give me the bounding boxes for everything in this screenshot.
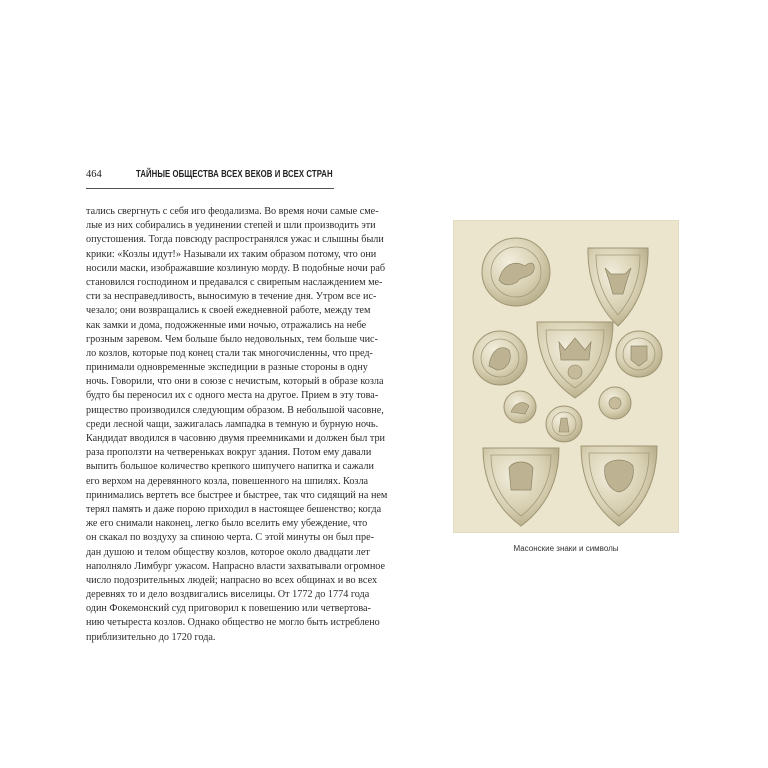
text-line: один Фокемонский суд приговорил к повешению или четвертова-	[86, 603, 371, 615]
text-line: его верхом на деревянного козла, повешенного на шпилях. Козла	[86, 475, 369, 487]
text-line: становился господином и предавался с свирепым наслаждением ме-	[86, 276, 383, 288]
text-line: тались свергнуть с себя иго феодализма. Во время ночи самые сме-	[86, 206, 379, 217]
text-line: принимали одновременные экспедиции в разные стороны в одну	[86, 362, 368, 374]
lion-shield-seal	[581, 446, 657, 526]
text-line: дан душою и телом обществу козлов, которое около двадцати лет	[86, 546, 370, 558]
text-line: раза проползти на четвереньках вокруг здания. Потом ему давали	[86, 447, 372, 459]
seals-plate	[453, 220, 679, 533]
sun-seal	[599, 387, 631, 419]
text-line: ночь. Говорили, что они в союзе с нечистым, который в образе козла	[86, 376, 384, 388]
text-line: он скакал по воздуху за спиною черта. С этой минуты он был пре-	[86, 532, 374, 544]
text-line: рищество производился следующим образом. В небольшой часовне,	[86, 404, 384, 416]
crown-shield-seal	[537, 322, 613, 398]
text-line: терял память и даже порою приходил в настоящее бешенство; когда	[86, 503, 382, 515]
text-line: же его снимали наконец, легко было вселить ему убеждение, что	[86, 518, 368, 530]
text-line: крики: «Козлы идут!» Называли их таким образом потому, что они	[86, 248, 377, 260]
helmet-shield-seal	[483, 448, 559, 526]
plate-caption: Масонские знаки и символы	[513, 544, 619, 553]
text-line: грозным заревом. Чем больше было недовольных, тем больше чис-	[86, 333, 378, 345]
text-line: нию четыреста козлов. Однако общество не могло быть истреблено	[86, 617, 380, 629]
text-line: носили маски, изображавшие козлиную морду. В подобные ночи раб	[86, 262, 386, 274]
text-line: лые из них собирались в уединении степей и шли производить эти	[86, 220, 376, 232]
page-header	[86, 166, 334, 189]
text-line: сти за несправедливость, выносимую в течение дня. Утром все ис-	[86, 291, 377, 303]
bull-head-seal	[588, 248, 648, 326]
text-line: будто бы переносил их с одного места на другое. Прием в эту това-	[86, 390, 379, 402]
rider-seal	[504, 391, 536, 423]
text-line: приблизительно до 1720 года.	[86, 631, 216, 643]
text-line: среди лесной чащи, зажигалась лампадка в темную и бурную ночь.	[86, 418, 379, 430]
text-line: опустошения. Тогда повсюду распространялся ужас и слышны были	[86, 234, 384, 246]
seals-illustration	[453, 220, 679, 533]
griffin-seal	[482, 238, 550, 306]
text-line: выпить большое количество крепкого шипучего напитка и сажали	[86, 461, 374, 473]
text-line: чезало; они возвращались к своей ежедневной работе, между тем	[86, 305, 371, 317]
round-crest-seal	[616, 331, 662, 377]
body-text	[86, 205, 388, 645]
text-line: деревнях то и дело воздвигались виселицы. От 1772 до 1774 года	[86, 589, 370, 601]
text-line: число подозрительных людей; напрасно во всех общинах и во всех	[86, 574, 378, 586]
figure-seal	[546, 406, 582, 442]
running-title: ТАЙНЫЕ ОБЩЕСТВА ВСЕХ ВЕКОВ И ВСЕХ СТРАН	[136, 168, 333, 180]
text-line: Кандидат вводился в часовню двумя преемниками и должен был три	[86, 433, 385, 444]
page-number: 464	[86, 169, 102, 180]
text-line: как замки и дома, подожженные ими ночью, отражались на небе	[86, 319, 367, 331]
text-line: принимались вертеть все быстрее и быстрее, так что сидящий на нем	[86, 489, 388, 501]
knight-seal	[473, 331, 527, 385]
text-line: наполняло Лимбург ужасом. Напрасно власти захватывали огромное	[86, 560, 386, 572]
text-line: ло козлов, которые под конец стали так многочисленны, что пред-	[86, 347, 373, 359]
